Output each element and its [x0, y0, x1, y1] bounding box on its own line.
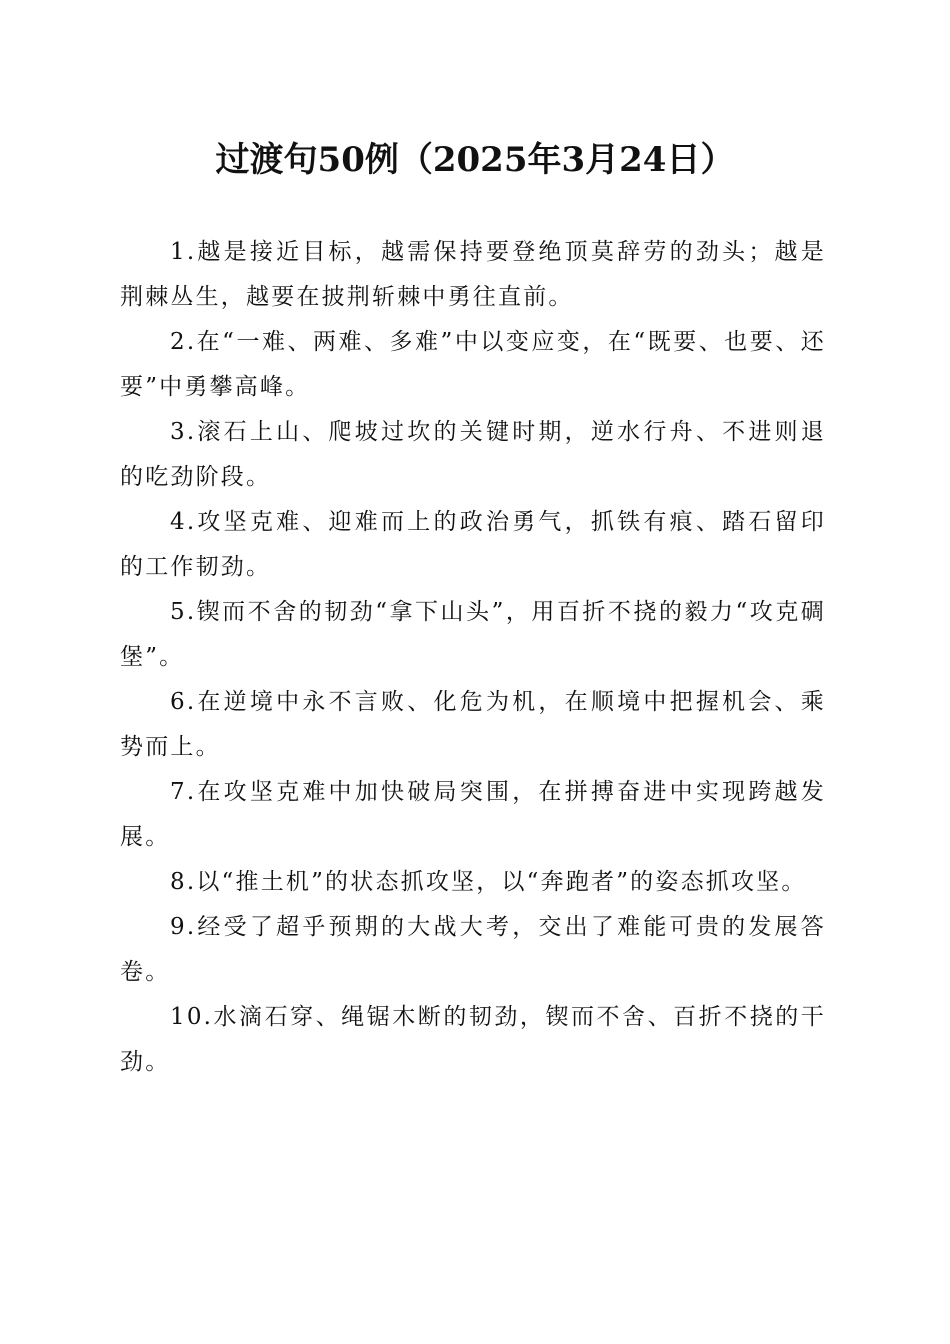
list-item: 1.越是接近目标，越需保持要登绝顶莫辞劳的劲头；越是荆棘丛生，越要在披荆斩棘中勇往直前。 — [120, 239, 826, 310]
list-item: 4.攻坚克难、迎难而上的政治勇气，抓铁有痕、踏石留印的工作韧劲。 — [120, 509, 826, 580]
document-body — [120, 230, 826, 1085]
list-item: 10.水滴石穿、绳锯木断的韧劲，锲而不舍、百折不挠的干劲。 — [120, 1004, 826, 1075]
list-item: 6.在逆境中永不言败、化危为机，在顺境中把握机会、乘势而上。 — [120, 689, 826, 760]
list-item: 5.锲而不舍的韧劲“拿下山头”，用百折不挠的毅力“攻克碉堡”。 — [120, 599, 826, 670]
list-item: 2.在“一难、两难、多难”中以变应变，在“既要、也要、还要”中勇攀高峰。 — [120, 329, 826, 400]
document-title: 过渡句50例（2025年3月24日） — [215, 140, 735, 180]
list-item: 7.在攻坚克难中加快破局突围，在拼搏奋进中实现跨越发展。 — [120, 779, 826, 850]
list-item: 8.以“推土机”的状态抓攻坚，以“奔跑者”的姿态抓攻坚。 — [170, 869, 807, 895]
list-item: 9.经受了超乎预期的大战大考，交出了难能可贵的发展答卷。 — [120, 914, 826, 985]
list-item: 3.滚石上山、爬坡过坎的关键时期，逆水行舟、不进则退的吃劲阶段。 — [120, 419, 826, 490]
